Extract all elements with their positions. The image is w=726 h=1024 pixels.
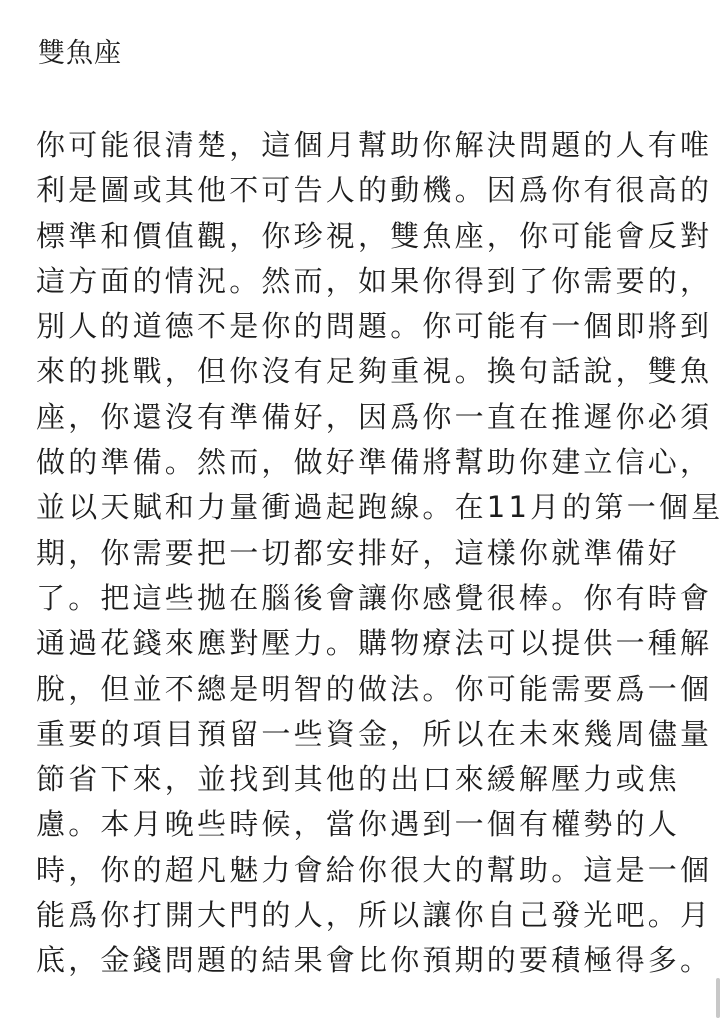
text-line: 慮。本月晚些時候，當你遇到一個有權勢的人	[36, 807, 681, 842]
text-line: 做的準備。然而，做好準備將幫助你建立信心，	[36, 445, 713, 480]
scrollbar[interactable]	[716, 978, 720, 1018]
text-line: 座，你還沒有準備好，因爲你一直在推遲你必須	[36, 399, 713, 434]
document-body	[36, 123, 723, 984]
text-line: 時，你的超凡魅力會給你很大的幫助。這是一個	[36, 852, 713, 887]
text-line: 這方面的情況。然而，如果你得到了你需要的，	[36, 263, 713, 298]
text-line: 期，你需要把一切都安排好，這樣你就準備好	[36, 535, 681, 570]
text-line: 通過花錢來應對壓力。購物療法可以提供一種解	[36, 626, 713, 661]
text-line: 並以天賦和力量衝過起跑線。在11月的第一個星	[36, 490, 724, 525]
text-line: 重要的項目預留一些資金，所以在未來幾周儘量	[36, 716, 713, 751]
text-line: 能爲你打開大門的人，所以讓你自己發光吧。月	[36, 898, 713, 933]
text-line: 底，金錢問題的結果會比你預期的要積極得多。	[36, 943, 713, 978]
text-line: 節省下來，並找到其他的出口來緩解壓力或焦	[36, 762, 681, 797]
text-line: 了。把這些拋在腦後會讓你感覺很棒。你有時會	[36, 580, 713, 615]
document-title: 雙魚座	[38, 38, 122, 69]
text-line: 來的挑戰，但你沒有足夠重視。換句話說，雙魚	[36, 354, 713, 389]
text-line: 你可能很清楚，這個月幫助你解決問題的人有唯	[36, 128, 713, 162]
text-line: 脫，但並不總是明智的做法。你可能需要爲一個	[36, 671, 713, 706]
text-line: 利是圖或其他不可告人的動機。因爲你有很高的	[36, 173, 713, 208]
text-line: 別人的道德不是你的問題。你可能有一個即將到	[36, 309, 713, 344]
text-line: 標準和價值觀，你珍視，雙魚座，你可能會反對	[36, 218, 713, 253]
